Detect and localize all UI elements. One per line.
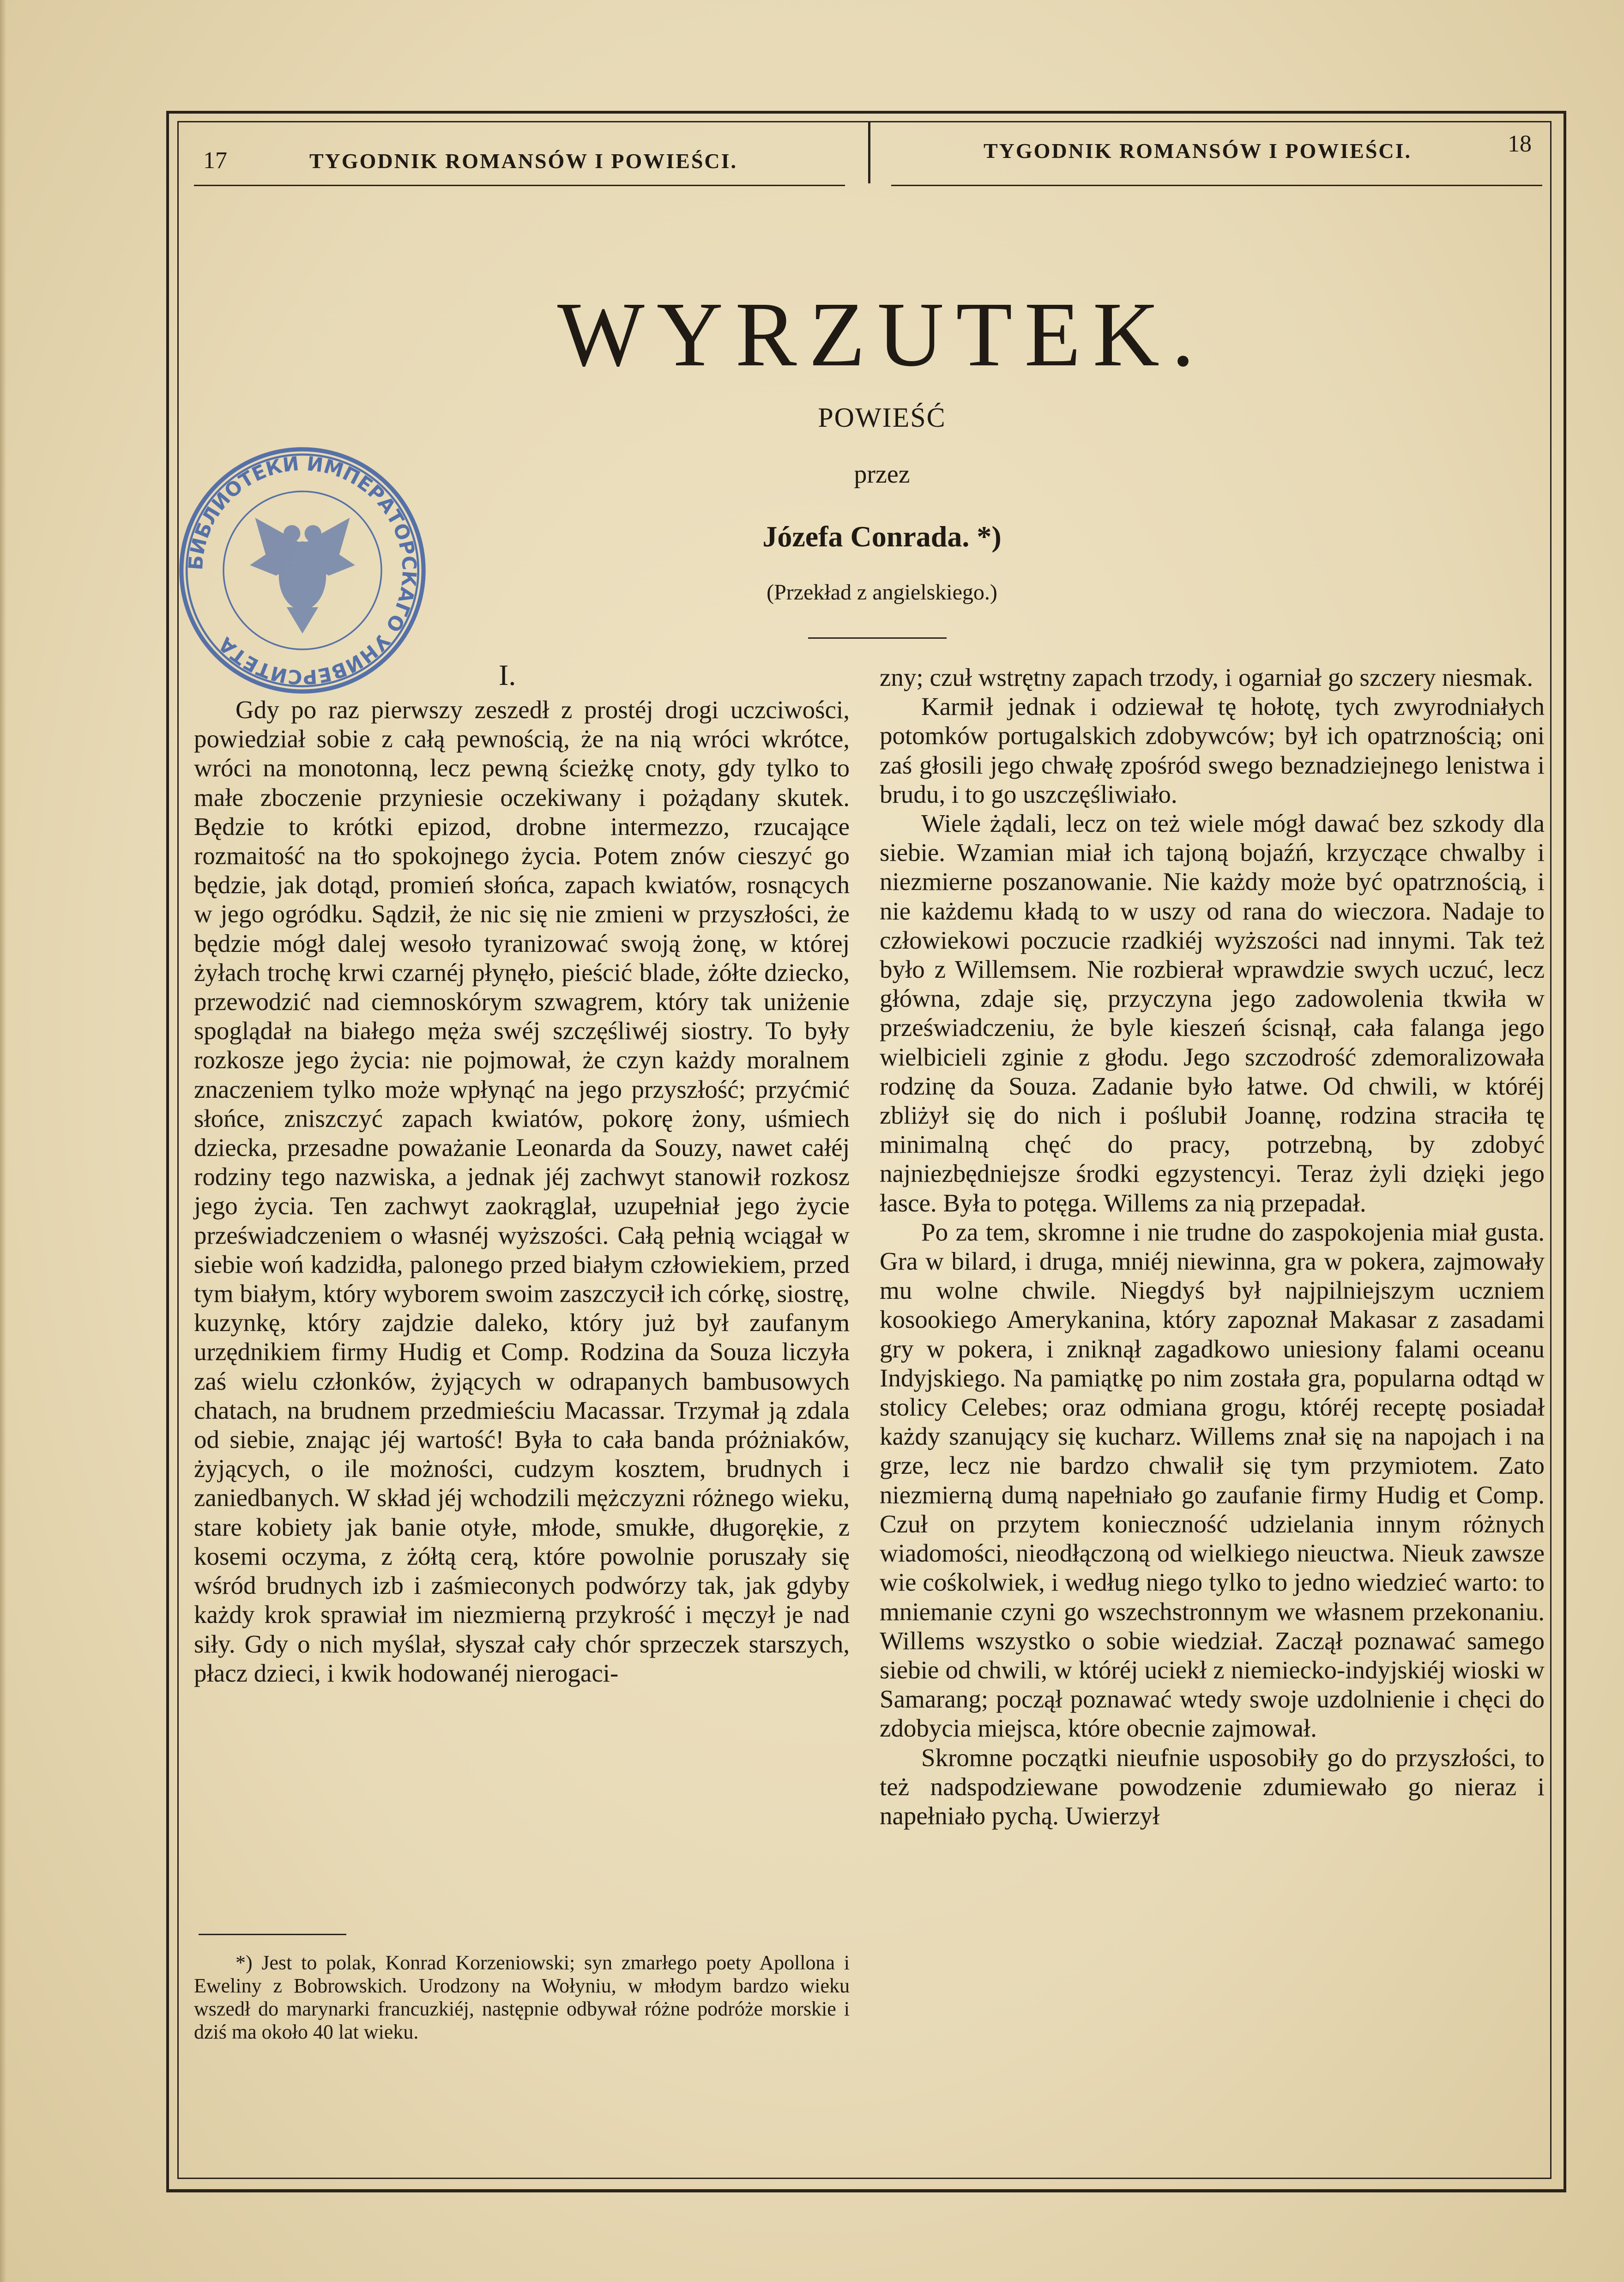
left-text-column [194,695,850,1687]
header-rule-left [194,185,845,186]
paragraph: Karmił jednak i odziewał tę hołotę, tych zwyrodniałych potomków portugalskich zdobywców; był ich opatrznością; oni zaś głosili jego chwałę zpośród swego beznadziejnego lenistwa i brudu, i to go uszczęśliwiało. [880,692,1545,808]
stamp-text: БИБЛИОТЕКИ ИМПЕРАТОРСКАГО УНИВЕРСИТЕТА [184,452,421,689]
author-name: Józefa Conrada. *) [762,520,1002,553]
title-rule [808,637,947,639]
binding-edge [0,0,6,2282]
stamp-eagle-emblem [250,518,355,634]
header-divider [868,121,870,183]
paragraph: Gdy po raz pierwszy zeszedł z prostéj drogi uczciwości, powiedział sobie z całą pewnością, że na nią wróci wkrótce, wróci na monotonną, lecz pewną ścieżkę cnoty, gdy tylko to małe zboczenie przyniesie oczekiwany i pożądany skutek. Będzie to krótki epizod, drobne intermezzo, rzucające rozmaitość na tło spokojnego życia. Potem znów cieszyć go będzie, jak dotąd, promień słońca, zapach kwiatów, rosnących w jego ogródku. Sądził, że nic się nie zmieni w przyszłości, że będzie mógł dalej wesoło tyranizować swoją żonę, w której żyłach trochę krwi czarnéj płynęło, pieścić blade, żółte dziecko, przewodzić nad ciemnoskórym szwagrem, który tak uniżenie spoglądał na białego męża swéj szczęśliwéj siostry. To były rozkosze jego życia: nie pojmował, że czyn każdy moralnem znaczeniem tylko może wpłynąć na jego przyszłość; przyćmić słońce, zniszczyć zapach kwiatów, pokorę żony, uśmiech dziecka, przesadne poważanie Leonarda da Souzy, nawet całéj rodziny tego nazwiska, a jednak jéj zachwyt stanowił rozkosz jego życia. Ten zachwyt zaokrąglał, uzupełniał jego życie przeświadczeniem o własnéj wyższości. Całą pełnią wciągał w siebie woń kadzidła, palonego przed białym człowiekiem, przed tym białym, który wyborem swoim zaszczycił ich córkę, siostrę, kuzynkę, który zajdzie daleko, który już był zaufanym urzędnikiem firmy Hudig et Comp. Rodzina da Souza liczyła zaś wielu członków, żyjących w odrapanych bambusowych chatach, na brudnem przedmieściu Macassar. Trzymał ją zdala od siebie, znając jéj wartość! Była to cała banda próżniaków, żyjących, o ile możności, cudzym kosztem, brudnych i zaniedbanych. W skład jéj wchodzili mężczyzni różnego wieku, stare kobiety jak banie otyłe, młode, smukłe, długorękie, z kosemi oczyma, z żółtą cerą, które powolnie poruszały się wśród brudnych izb i zaśmieconych podwórzy tak, jak gdyby każdy krok sprawiał im niezmierną przykrość i męczył je nad siły. Gdy o nich myślał, słyszał cały chór sprzeczek starszych, płacz dzieci, i kwik hodowanéj nierogaci- [194,696,850,1687]
genre-label: POWIEŚĆ [818,402,946,433]
footnote-text: *) Jest to polak, Konrad Korzeniowski; syn zmarłego poety Apollona i Eweliny z Bobrowskich. Urodzony na Wołyniu, w młodym bardzo wieku wszedł do marynarki francuzkiéj, następnie odbywał różne podróże morskie i dziś ma około 40 lat wieku. [194,1951,850,2043]
right-text-column [880,663,1545,2150]
story-title: WYRZUTEK. [557,284,1207,386]
paragraph: zny; czuł wstrętny zapach trzody, i ogarniał go szczery niesmak. [880,663,1533,691]
paragraph: Skromne początki nieufnie usposobiły go do przyszłości, to też nadspodziewane powodzenie zdumiewało go nieraz i napełniało pychą. Uwierzył [880,1743,1545,1830]
bottom-rule [166,2189,1564,2191]
paragraph: Po za tem, skromne i nie trudne do zaspokojenia miał gusta. Gra w bilard, i druga, mniéj niewinna, gra w pokera, zajmowały mu wolne chwile. Niegdyś był najpilniejszym uczniem kosookiego Amerykanina, który zapoznał Makasar z zasadami gry w pokera, i zniknął zagadkowo uniesiony falami oceanu Indyjskiego. Na pamiątkę po nim została gra, popularna odtąd w stolicy Celebes; oraz odmiana grogu, któréj receptę posiadał każdy szanujący się kucharz. Willems znał się na napojach i na grze, lecz nie bardzo chwalił się tym przymiotem. Zato niezmierną dumą napełniało go zaufanie firmy Hudig et Comp. Czuł on przytem konieczność udzielania innym różnych wiadomości, nieodłączoną od wielkiego nieuctwa. Nieuk zawsze wie cośkolwiek, i według niego tylko to jedno wiedzieć warto: to mniemanie czyni go wszechstronnym we własnem przekonaniu. Willems wszystko o sobie wiedział. Zaczął poznawać samego siebie od chwili, w któréj uciekł z niemiecko-indyjskiéj wioski w Samarang; począł poznawać wtedy swoje uzdolnienie i chęci do zdobycia miejsca, które obecnie zajmował. [880,1217,1545,1743]
translation-note: (Przekład z angielskiego.) [767,580,997,605]
page-number-right: 18 [1508,131,1532,157]
footnote [194,1951,850,2044]
paragraph: Wiele żądali, lecz on też wiele mógł dawać bez szkody dla siebie. Wzamian miał ich tajoną bojaźń, krzyczące chwalby i niezmierne poszanowanie. Nie każdy może być opatrznością, i nie każdemu kładą to w uszy od rana do wieczora. Nadaje to człowiekowi poczucie rzadkiéj wyższości nad innymi. Tak też było z Willemsem. Nie rozbierał wprawdzie swych uczuć, lecz główna, zdaje się, przyczyna jego zadowolenia tkwiła w przeświadczeniu, że byle kieszeń ścisnął, cała falanga jego wielbicieli zginie z głodu. Jego szczodrość zdemoralizowała rodzinę da Souza. Zadanie było łatwe. Od chwili, w któréj zbliżył się do nich i poślubił Joannę, rodzina straciła tę minimalną chęć do pracy, potrzebną, by zdobyć najniezbędniejsze środki egzystencyi. Teraz żyli dzięki jego łasce. Była to potęga. Willems za nią przepadał. [880,809,1545,1217]
chapter-number: I. [499,659,516,691]
page-number-left: 17 [203,147,227,174]
library-stamp [171,439,434,702]
by-label: przez [854,460,910,489]
running-head-left: TYGODNIK ROMANSÓW I POWIEŚCI. [309,149,738,173]
header-rule-right [891,185,1542,186]
footnote-rule [199,1934,346,1935]
running-head-right: TYGODNIK ROMANSÓW I POWIEŚCI. [984,139,1412,163]
